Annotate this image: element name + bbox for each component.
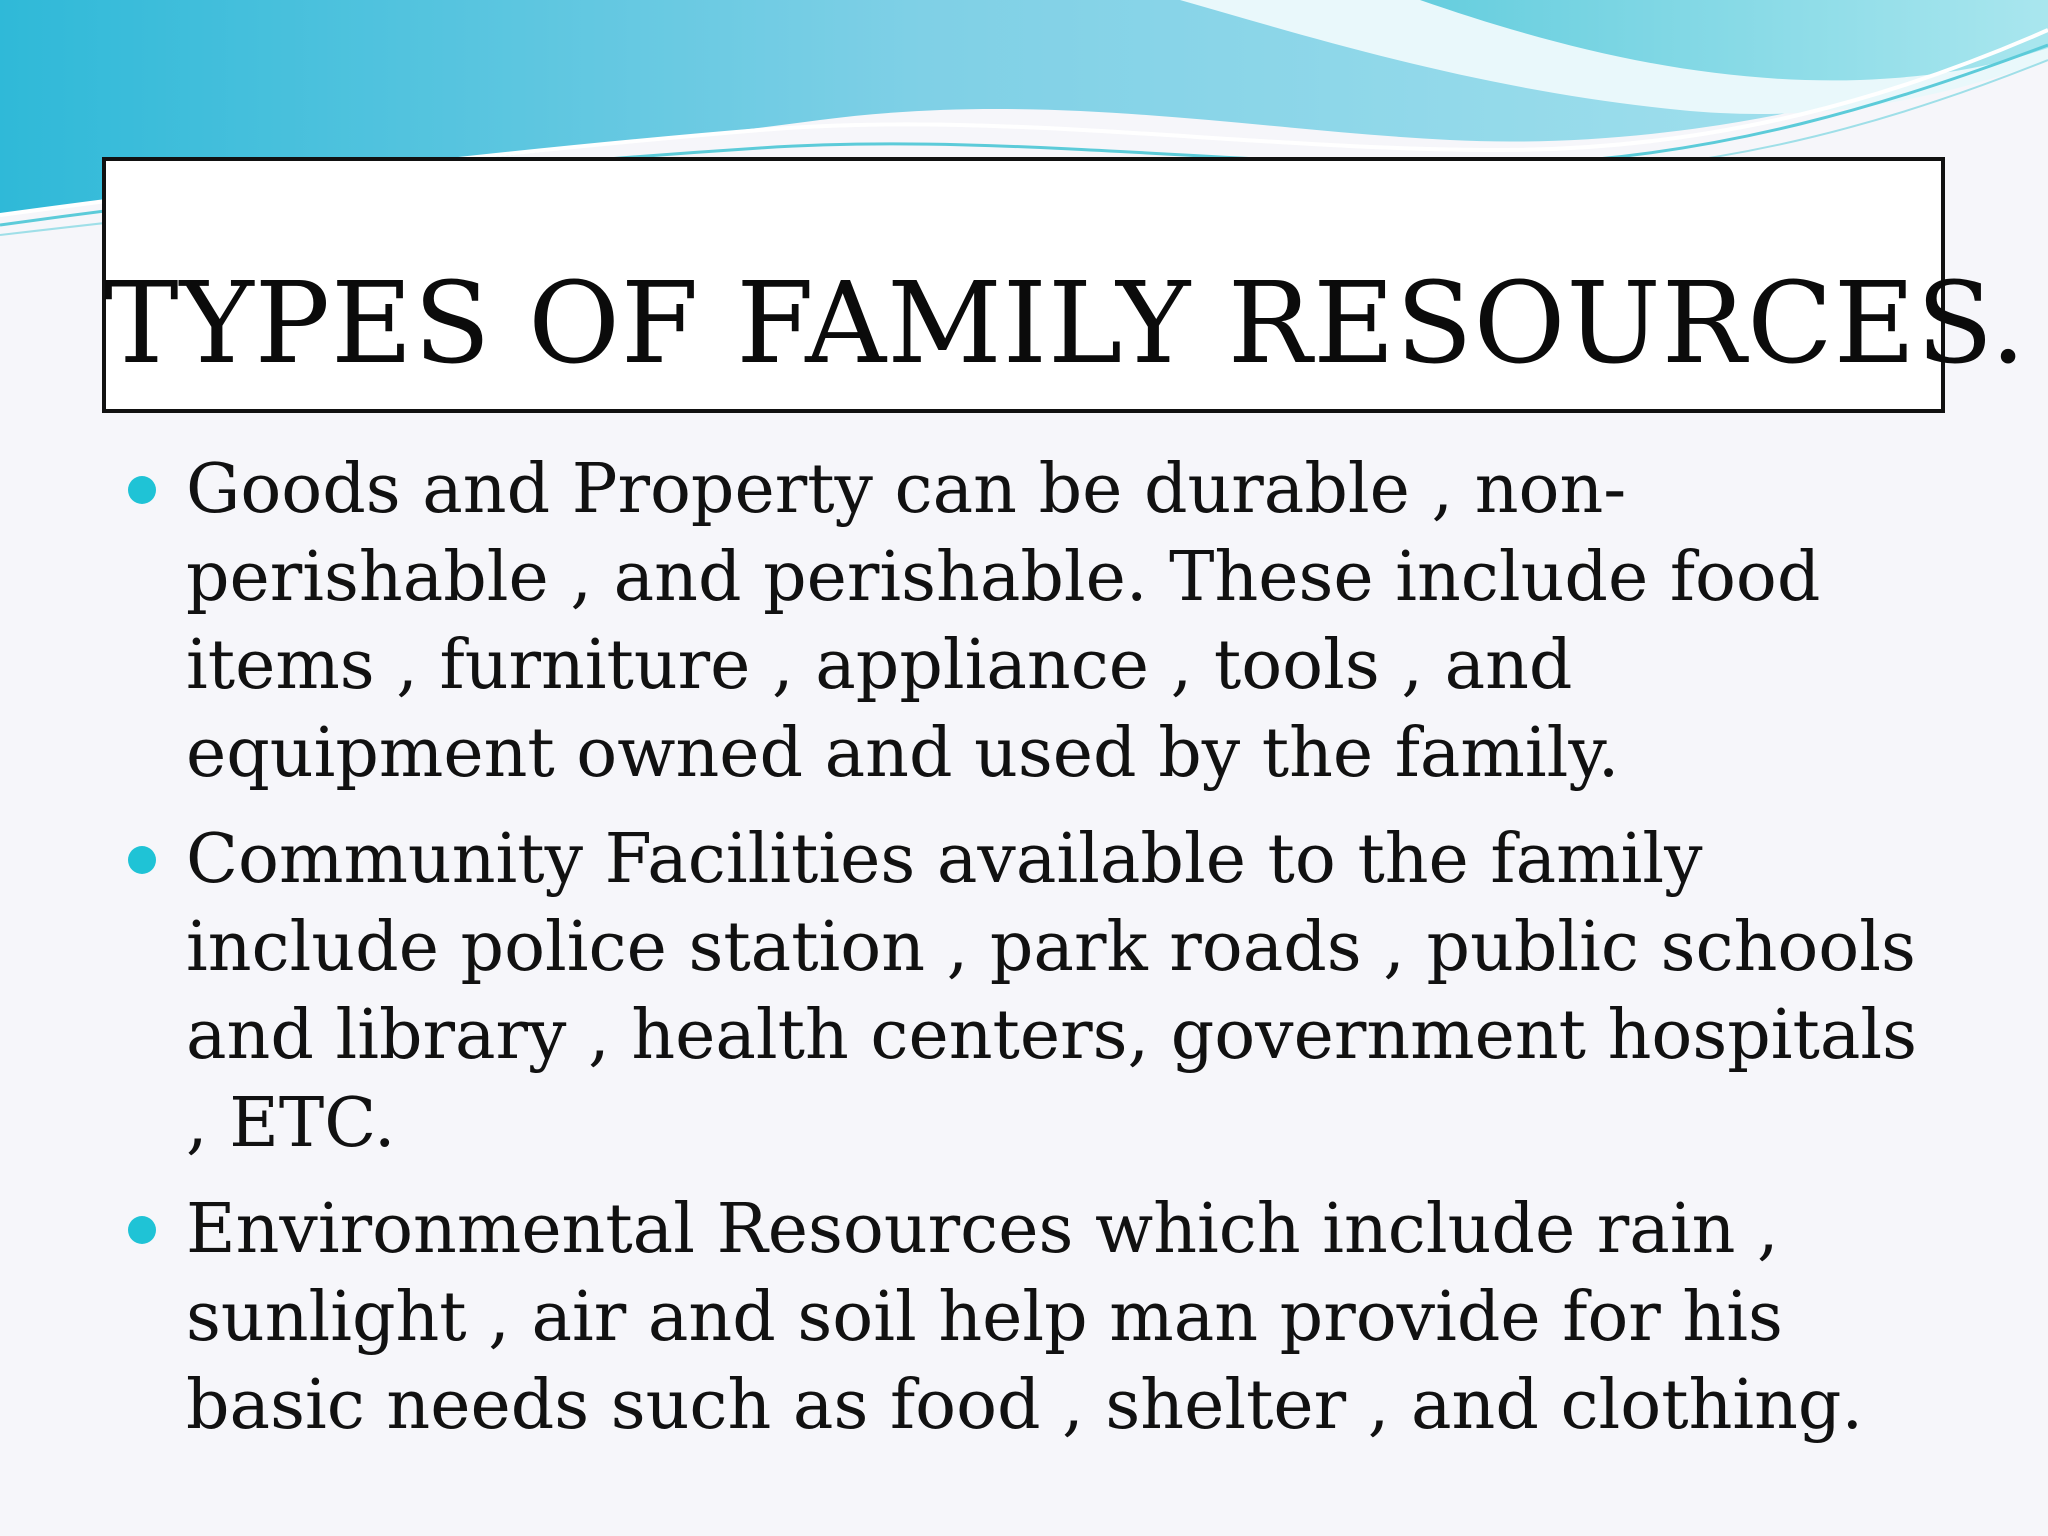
slide-title: TYPES OF FAMILY RESOURCES.	[104, 259, 2027, 389]
bullet-item-community-facilities	[128, 816, 1928, 1168]
bullet-dot-icon	[128, 846, 156, 874]
bullet-text: Community Facilities available to the family include police station , park roads , public schools and library , health centers, government hospitals , ETC.	[186, 820, 1918, 1163]
bullet-item-goods-property	[128, 446, 1928, 798]
bullet-text: Environmental Resources which include rain , sunlight , air and soil help man provide for his basic needs such as food , shelter , and clothing.	[186, 1190, 1864, 1445]
bullet-text: Goods and Property can be durable , non-perishable , and perishable. These include food items , furniture , appliance , tools , and equipment owned and used by the family.	[186, 450, 1821, 793]
bullet-list	[128, 446, 1928, 1468]
bullet-dot-icon	[128, 476, 156, 504]
bullet-item-environmental-resources	[128, 1186, 1928, 1450]
bullet-dot-icon	[128, 1216, 156, 1244]
